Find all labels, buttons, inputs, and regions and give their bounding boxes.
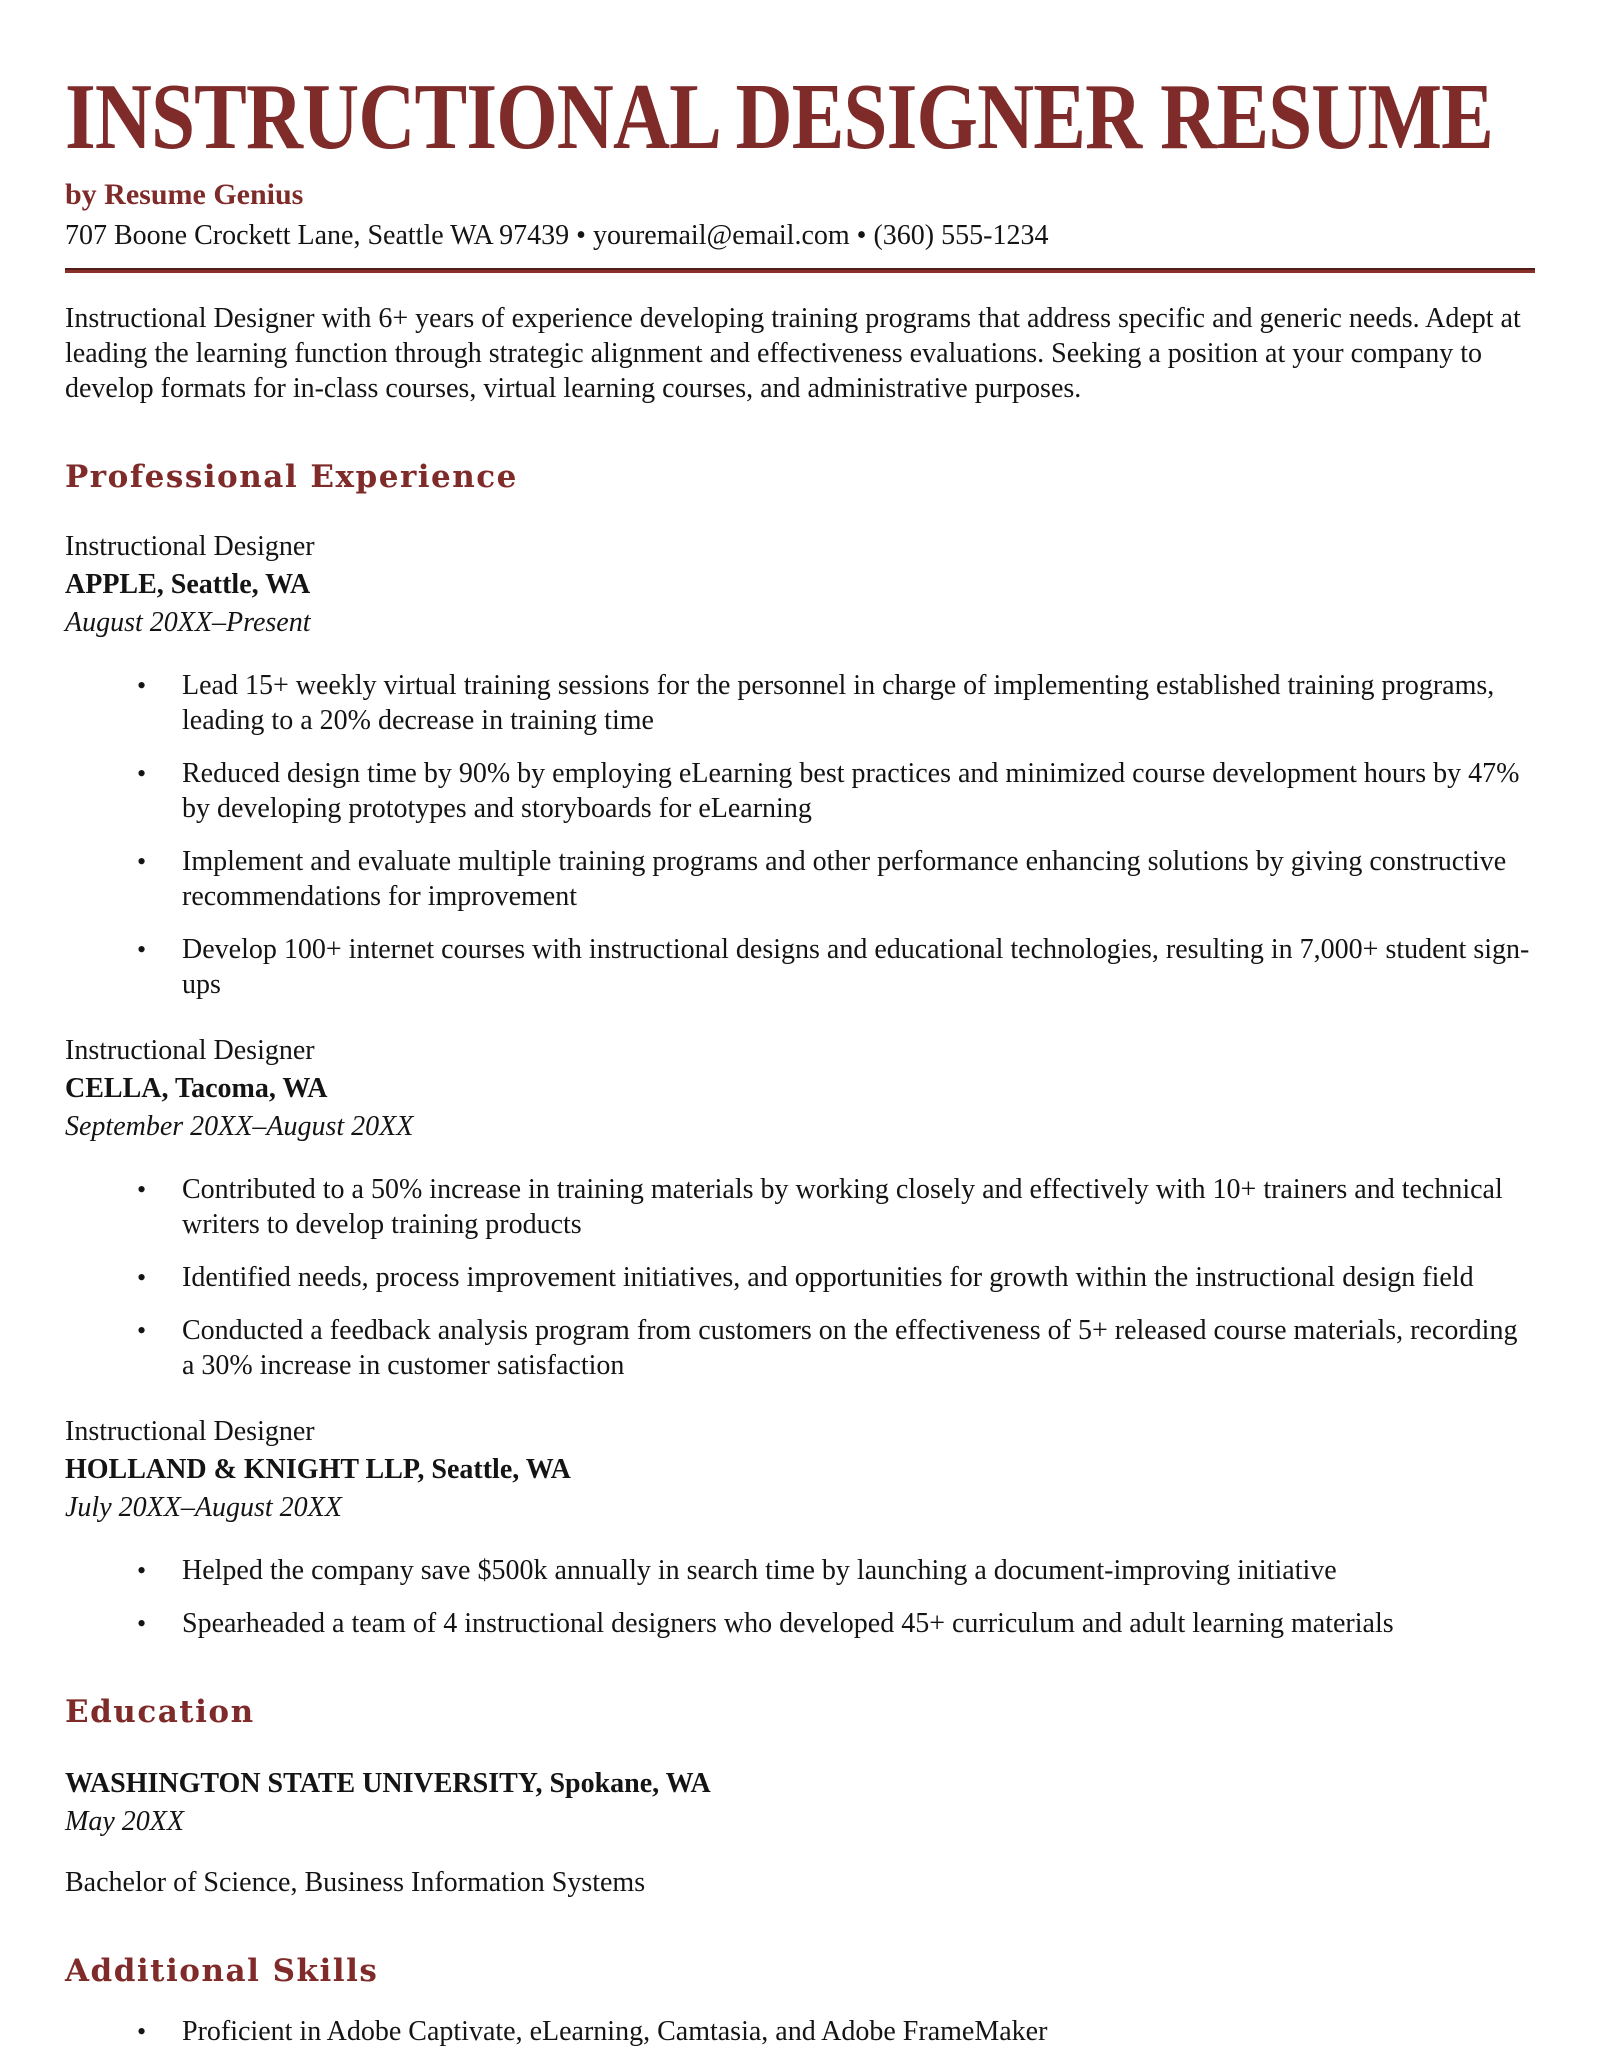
job-dates: August 20XX–Present [65, 607, 311, 639]
skills-heading: Additional Skills [65, 1953, 379, 1990]
job-title: Instructional Designer [65, 1416, 315, 1448]
job-bullet-list [65, 668, 1535, 1002]
skill-bullet: • Proficient in Adobe Captivate, eLearning, Camtasia, and Adobe FrameMaker [137, 2014, 1535, 2049]
education-dates: May 20XX [65, 1806, 184, 1838]
education-school: WASHINGTON STATE UNIVERSITY, Spokane, WA [65, 1768, 711, 1800]
section-professional-experience [65, 460, 1535, 1641]
job-bullet: • Implement and evaluate multiple training programs and other performance enhancing solutions by giving constructive recommendations for improvement [137, 844, 1535, 914]
experience-heading: Professional Experience [65, 459, 518, 496]
job-company: CELLA, Tacoma, WA [65, 1073, 328, 1105]
education-heading: Education [65, 1694, 255, 1731]
contact-line: 707 Boone Crockett Lane, Seattle WA 97439 • youremail@email.com • (360) 555-1234 [65, 219, 1049, 251]
resume-header [65, 65, 1535, 273]
skills-bullet-list [65, 2014, 1535, 2049]
page-title: INSTRUCTIONAL DESIGNER RESUME [65, 65, 1493, 169]
education-degree: Bachelor of Science, Business Information Systems [65, 1867, 646, 1899]
job-company: HOLLAND & KNIGHT LLP, Seattle, WA [65, 1454, 571, 1486]
education-entry [65, 1765, 1535, 1900]
job-bullet: • Spearheaded a team of 4 instructional designers who developed 45+ curriculum and adult learning materials [137, 1606, 1535, 1641]
job-bullet: • Reduced design time by 90% by employing eLearning best practices and minimized course development hours by 47% by developing prototypes and storyboards for eLearning [137, 756, 1535, 826]
byline: by Resume Genius [65, 178, 304, 211]
job-bullet-list [65, 1553, 1535, 1641]
header-divider [65, 268, 1535, 273]
job-entry [65, 1032, 1535, 1383]
job-bullet: • Conducted a feedback analysis program from customers on the effectiveness of 5+ released course materials, recording a 30% increase in customer satisfaction [137, 1313, 1535, 1383]
job-bullet: • Develop 100+ internet courses with instructional designs and educational technologies, resulting in 7,000+ student sign-ups [137, 932, 1535, 1002]
job-bullet: • Lead 15+ weekly virtual training sessions for the personnel in charge of implementing established training programs, leading to a 20% decrease in training time [137, 668, 1535, 738]
job-bullet: • Contributed to a 50% increase in training materials by working closely and effectively with 10+ trainers and technical writers to develop training products [137, 1172, 1535, 1242]
job-entry [65, 1413, 1535, 1641]
job-bullet: • Helped the company save $500k annually in search time by launching a document-improving initiative [137, 1553, 1535, 1588]
job-dates: July 20XX–August 20XX [65, 1492, 342, 1524]
job-entry [65, 528, 1535, 1002]
job-title: Instructional Designer [65, 531, 315, 563]
section-additional-skills [65, 1954, 1535, 2049]
summary-paragraph: Instructional Designer with 6+ years of experience developing training programs that address specific and generic needs. Adept at leading the learning function through strategic alignment and effectiveness evaluations. Seeking a position at your company to develop formats for in-class courses, virtual learning courses, and administrative purposes. [65, 303, 1521, 405]
job-company: APPLE, Seattle, WA [65, 569, 311, 601]
job-dates: September 20XX–August 20XX [65, 1111, 414, 1143]
section-education [65, 1695, 1535, 1900]
job-title: Instructional Designer [65, 1035, 315, 1067]
job-bullet: • Identified needs, process improvement initiatives, and opportunities for growth within the instructional design field [137, 1260, 1535, 1295]
job-bullet-list [65, 1172, 1535, 1383]
